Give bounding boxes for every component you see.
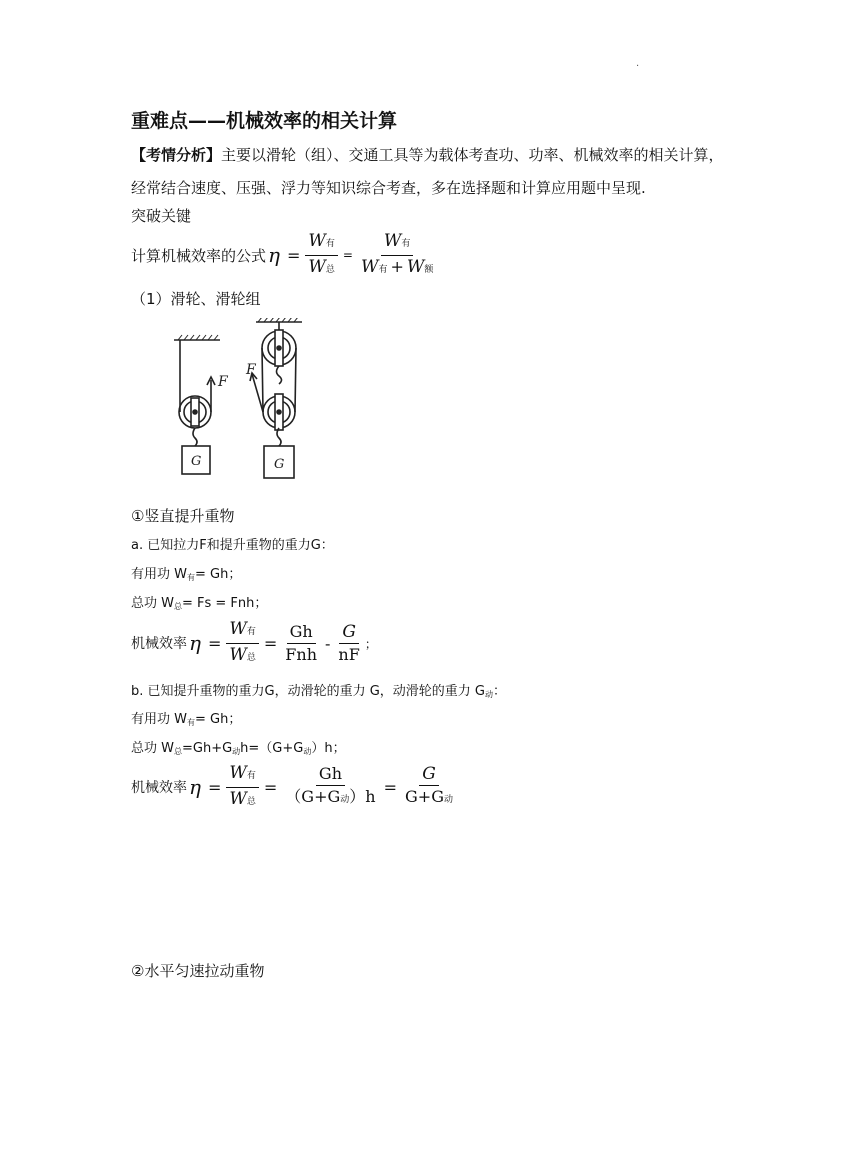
label-g-right: G [274,457,285,472]
pulley-diagram [160,318,320,488]
fraction-useful-over-sum: $\frac{\text{W有}}{\text{W有 + W额}}$ [360,230,434,277]
label-f-right: F [246,362,256,378]
efficiency-general-formula [131,230,438,277]
analysis-bracket: 【考情分析】 [131,146,222,164]
useful-work-a: 有用功 W有= Gh； [131,567,242,582]
analysis-line-1 [131,144,724,165]
total-work-a: 总功 W总= Fs = Fnh； [131,596,268,611]
page-title: 重难点——机械效率的相关计算 [131,110,398,132]
corner-dot: . [636,58,640,69]
analysis-line-2: 经常结合速度、压强、浮力等知识综合考查，多在选择题和计算应用题中呈现. [131,179,646,197]
eta-symbol: η [268,243,280,267]
label-f-left: F [218,374,228,390]
equals-sign-2: = [342,248,353,262]
sub-horizontal-pull: ②水平匀速拉动重物 [131,962,265,980]
case-a: a. 已知拉力F和提升重物的重力G： [131,538,334,553]
efficiency-formula-b: 机械效率 η = $\frac{\text{W有}}{\text{W总}}$ = $\frac{Gh}{\text{（G+G动）h}}$ = $\frac{G}{\text{G+G动}}$ [131,762,453,809]
pulley-group-figure [250,318,302,478]
efficiency-formula-a: 机械效率 η = $\frac{\text{W有}}{\text{W总}}$ = $\frac{Gh}{\text{Fnh}}$ - $\frac{G}{nF}$ ； [131,618,377,665]
case-b: b. 已知提升重物的重力G，动滑轮的重力 G，动滑轮的重力 G动： [131,684,507,699]
formula-label: 计算机械效率的公式 [131,246,267,265]
fraction-useful-over-total: $\frac{\text{W有}}{\text{W总}}$ [305,232,338,279]
sub-vertical-lift: ①竖直提升重物 [131,507,235,525]
useful-work-b: 有用功 W有= Gh； [131,712,242,727]
analysis-text-1: 主要以滑轮（组）、交通工具等为载体考查功、功率、机械效率的相关计算， [221,146,724,164]
total-work-b: 总功 W总=Gh+G动h=（G+G动）h； [131,741,346,756]
section-pulley: （1）滑轮、滑轮组 [131,290,261,308]
label-g-left: G [191,454,202,469]
breakthrough-heading: 突破关键 [131,207,192,225]
equals-sign: = [287,245,301,265]
